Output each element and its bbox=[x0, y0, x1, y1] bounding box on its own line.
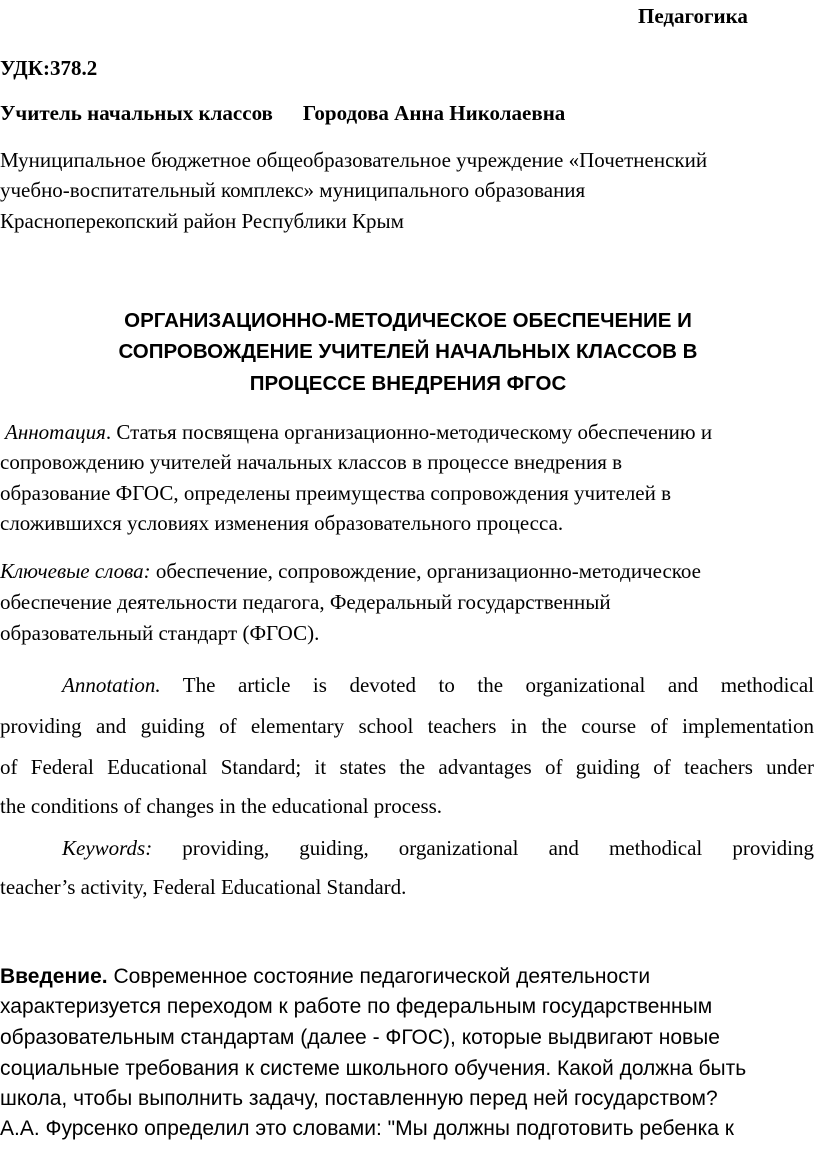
author-line bbox=[0, 103, 565, 124]
section-label: Педагогика bbox=[638, 4, 748, 28]
intro-first-line: Введение. Современное состояние педагогической деятельности bbox=[0, 965, 651, 988]
keywords-en-first-line: Keywords: providing, guiding, organizational and methodical providing bbox=[62, 836, 814, 860]
annotation-en-first-line: Annotation. The article is devoted to the organizational and methodical bbox=[62, 673, 814, 697]
annotation-en-line: providing and guiding of elementary school teachers in the course of implementation bbox=[0, 714, 814, 738]
udk-code: УДК:378.2 bbox=[0, 56, 98, 80]
affiliation-line: учебно-воспитательный комплекс» муниципального образования bbox=[0, 178, 586, 202]
author-name: Городова Анна Николаевна bbox=[302, 101, 566, 125]
keywords-ru-line: образовательный стандарт (ФГОС). bbox=[0, 621, 320, 645]
intro-line: характеризуется переходом к работе по федеральным государственным bbox=[0, 995, 713, 1018]
annotation-ru-label: Аннотация bbox=[5, 420, 106, 444]
intro-line: школа, чтобы выполнить задачу, поставленную перед ней государством? bbox=[0, 1087, 718, 1110]
intro-line: А.А. Фурсенко определил это словами: "Мы должны подготовить ребенка к bbox=[0, 1117, 734, 1140]
keywords-en-label: Keywords: bbox=[62, 836, 153, 860]
keywords-en-line: teacher’s activity, Federal Educational Standard. bbox=[0, 875, 407, 899]
article-title-line: ПРОЦЕССЕ ВНЕДРЕНИЯ ФГОС bbox=[249, 372, 567, 395]
annotation-ru-line: сопровождению учителей начальных классов в процессе внедрения в bbox=[0, 450, 623, 474]
affiliation-line: Красноперекопский район Республики Крым bbox=[0, 209, 404, 233]
keywords-ru-label: Ключевые слова: bbox=[0, 559, 151, 583]
article-title-line: СОПРОВОЖДЕНИЕ УЧИТЕЛЕЙ НАЧАЛЬНЫХ КЛАССОВ В bbox=[118, 340, 698, 363]
intro-line: образовательным стандартам (далее - ФГОС), которые выдвигают новые bbox=[0, 1026, 720, 1049]
annotation-en-line: of Federal Educational Standard; it states the advantages of guiding of teachers under bbox=[0, 755, 814, 779]
keywords-ru-first-line: Ключевые слова: обеспечение, сопровождение, организационно-методическое bbox=[0, 559, 701, 583]
annotation-ru-first-line: Аннотация. Статья посвящена организационно-методическому обеспечению и bbox=[5, 420, 713, 444]
annotation-ru-line: сложившихся условиях изменения образовательного процесса. bbox=[0, 511, 564, 535]
affiliation-line: Муниципальное бюджетное общеобразовательное учреждение «Почетненский bbox=[0, 148, 708, 172]
annotation-en-line: the conditions of changes in the educational process. bbox=[0, 794, 443, 818]
annotation-en-label: Annotation. bbox=[62, 673, 161, 697]
annotation-ru-line: образование ФГОС, определены преимущества сопровождения учителей в bbox=[0, 481, 672, 505]
author-position: Учитель начальных классов bbox=[0, 101, 273, 125]
intro-line: социальные требования к системе школьного обучения. Какой должна быть bbox=[0, 1057, 747, 1080]
article-title-line: ОРГАНИЗАЦИОННО-МЕТОДИЧЕСКОЕ ОБЕСПЕЧЕНИЕ И bbox=[124, 309, 692, 332]
keywords-ru-line: обеспечение деятельности педагога, Федеральный государственный bbox=[0, 590, 611, 614]
intro-label: Введение. bbox=[0, 965, 108, 988]
